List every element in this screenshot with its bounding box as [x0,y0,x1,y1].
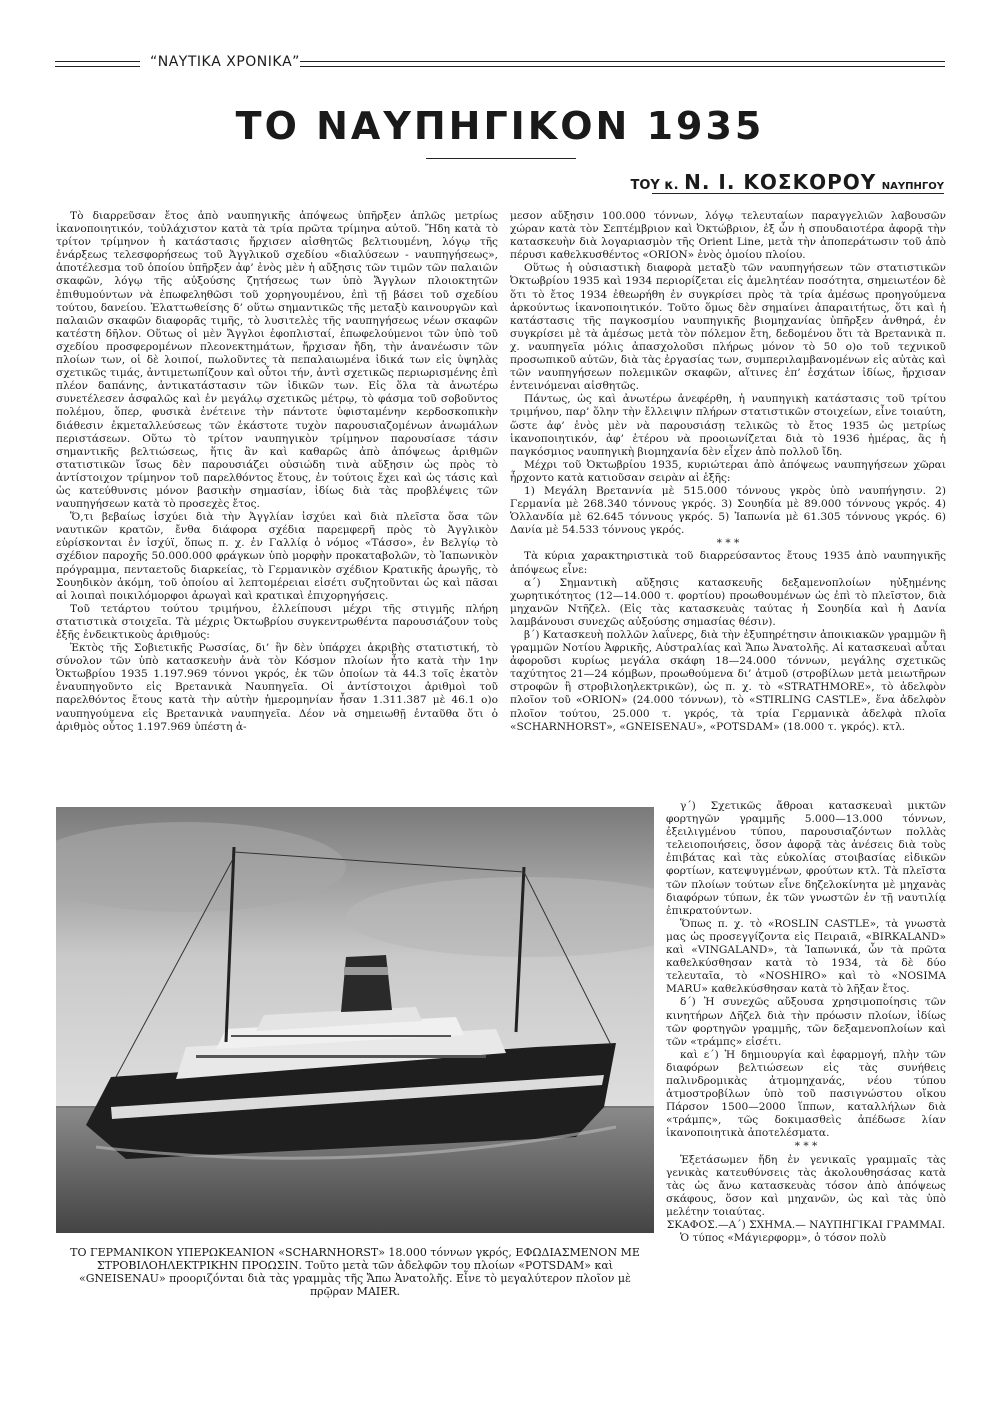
paragraph: γ΄) Σχετικῶς ἄθροαι κατασκευαὶ μικτῶν φορτηγῶν γραμμῆς 5.000—13.000 τόννων, ἐξειλιγμένου τύπου, παρουσιαζόντων πολλὰς τελειοποιήσεις, ὅσον ἀφορᾷ τὰς ἀνέσεις διὰ τοὺς ἐπιβάτας καὶ τὰς εὐκολίας στοιβασίας εἰδικῶν φορτίων, κατεψυγμένων, φρούτων κτλ. Τὰ πλεῖστα τῶν πλοίων τούτων εἶνε δηζελοκίνητα μὲ μηχανὰς διαφόρων τύπων, ἐκ τῶν γνωστῶν ἐν τῇ ναυτιλίᾳ ἐπικρατούντων. [666,800,946,917]
paragraph: β΄) Κατασκευὴ πολλῶν λαΐνερς, διὰ τὴν ἐξυπηρέτησιν ἀποικιακῶν γραμμῶν ἢ γραμμῶν Νοτίου Ἀφρικῆς, Αὐστραλίας καὶ Ἄπω Ἀνατολῆς. Αἱ κατασκευαὶ αὗται ἀφοροῦσι κυρίως μεγάλα σκάφη 18—24.000 τόννων, μεγάλης σχετικῶς ταχύτητος 21—24 κόμβων, προωθούμενα δι’ ἀτμοῦ (στροβίλων μετὰ μειωτῆρων στροφῶν ἢ στροβιλοηλεκτρικῶν), ὡς π. χ. τὸ «STRATHMORE», τὸ ἀδελφὸν πλοῖον τοῦ «ORION» (24.000 τόννων), τὸ «STIRLING CASTLE», ἕνα ἀδελφὸν πλοῖον τούτου, 25.000 τ. γκρός, τὰ τρία Γερμανικὰ ἀδελφὰ πλοῖα «SCHARNHORST», «GNEISENAU», «POTSDAM» (18.000 τ. γκρός). κτλ. [510,629,946,733]
ship-illustration [56,807,654,1233]
paragraph: Μέχρι τοῦ Ὀκτωβρίου 1935, κυριώτεραι ἀπὸ ἀπόψεως ναυπηγήσεων χῶραι ἦρχοντο κατὰ κατιοῦσαν σειρὰν αἱ ἑξῆς: [510,458,946,484]
country-list: 1) Μεγάλη Βρεταννία μὲ 515.000 τόννους γκρὸς ὑπὸ ναυπήγησιν. 2) Γερμανία μὲ 268.340 τόννους γκρός. 3) Σουηδία μὲ 89.000 τόννους γκρός. 4) Ὁλλανδία μὲ 62.645 τόννους γκρός. 5) Ἰαπωνία μὲ 61.305 τόννους γκρός. 6) Δανία μὲ 54.533 τόννους γκρός. [510,484,946,537]
byline-prefix: ΤΟΥ κ. [630,178,679,193]
journal-name: “ΝΑΥΤΙΚΑ ΧΡΟΝΙΚΑ” [150,54,300,70]
photo-caption: ΤΟ ΓΕΡΜΑΝΙΚΟΝ ΥΠΕΡΩΚΕΑΝΙΟΝ «SCHARNHORST» 18.000 τόννων γκρός, ΕΦΩΔΙΑΣΜΕΝΟΝ ΜΕ ΣΤΡΟΒΙΛΟΗΛΕΚΤΡΙΚΗΝ ΠΡΟΩΣΙΝ. Τοῦτο μετὰ τῶν ἀδελφῶν του πλοίων «POTSDAM» καὶ «GNEISENAU» προοριζόνται διὰ τὰς γραμμὰς τῆς Ἄπω Ἀνατολῆς. Εἶνε τὸ μεγαλύτερον πλοῖον μὲ πρῷραν MAIER. [70,1246,640,1298]
byline-rule [652,193,944,194]
paragraph: Ὅπως π. χ. τὸ «ROSLIN CASTLE», τὰ γνωστὰ μας ὡς προσεγγίζοντα εἰς Πειραιᾶ, «BIRKALAND» καὶ «VINGALAND», τὰ Ἰαπωνικά, ὧν τὰ πρῶτα καθελκύσθησαν κατὰ τὸ 1934, τὰ δὲ δύο τελευταῖα, τὸ «NOSHIRO» καὶ τὸ «NOSIMA MARU» καθελκύσθησαν κατὰ τὸ λῆξαν ἔτος. [666,917,946,996]
paragraph: Ὁ τύπος «Μάγιερφορμ», ὁ τόσον πολὺ [680,1232,887,1245]
paragraph: δ΄) Ἡ συνεχῶς αὔξουσα χρησιμοποίησις τῶν κινητήρων Δῆζελ διὰ τὴν πρόωσιν πλοίων, ἰδίως τῶν φορτηγῶν γραμμῆς, τῶν δεξαμενοπλοίων καὶ τῶν «τράμπς» εἰσέτι. [666,996,946,1048]
byline-title: ΝΑΥΠΗΓΟΥ [881,181,944,192]
paragraph: Πάντως, ὡς καὶ ἀνωτέρω ἀνεφέρθη, ἡ ναυπηγικὴ κατάστασις τοῦ τρίτου τριμήνου, παρ’ ὅλην τὴν ἔλλειψιν πλήρων στατιστικῶν στοιχείων, εἶνε τοιαύτη, ὥστε ἀφ’ ἑνὸς μὲν νὰ παρουσιάσῃ τελικῶς τὸ ἔτος 1935 ὡς μετρίως ἱκανοποιητικόν, ἀφ’ ἑτέρου νὰ προοιωνίζεται διὰ τὸ 1936 ἡμέρας, ἃς ἡ παγκόσμιος ναυπηγικὴ βιομηχανία δὲν εἶχεν ἀπὸ πολλοῦ ἴδη. [510,393,946,458]
paragraph: Ἐξετάσωμεν ἤδη ἐν γενικαῖς γραμμαῖς τὰς γενικὰς κατευθύνσεις τὰς ἀκολουθησάσας κατὰ τὰς ὡς ἄνω κατασκευὰς τόσον ἀπὸ ἀπόψεως σκάφους, ὅσον καὶ μηχανῶν, ὡς καὶ τὰς ὑπὸ μελέτην τοιαύτας. [666,1153,946,1218]
paragraph: Τοῦ τετάρτου τούτου τριμήνου, ἐλλείπουσι μέχρι τῆς στιγμῆς πλήρη στατιστικὰ στοιχεῖα. Τὰ μέχρις Ὀκτωβρίου συγκεντρωθέντα παρουσιάζουν τοὺς ἑξῆς ἐνδεικτικοὺς ἀριθμούς: [56,602,498,641]
paragraph: Οὕτως ἡ οὐσιαστικὴ διαφορὰ μεταξὺ τῶν ναυπηγήσεων τῶν στατιστικῶν Ὀκτωβρίου 1935 καὶ 1934 περιορίζεται εἰς ἀμελητέαν ποσότητα, σημειωτέον δὲ ὅτι τὸ ἔτος 1934 ἐθεωρήθη ἐν συγκρίσει πρὸς τὰ τρία ἀμέσως προηγούμενα ἀρκούντως ἱκανοποιητικόν. Τοῦτο ὅμως δὲν σημαίνει ἀπαραιτήτως, ὅτι καὶ ἡ κατάστασις τῆς παγκοσμίου ναυπηγικῆς βιομηχανίας ὑπῆρξεν ἀνθηρά, ἐν συγκρίσει μὲ τὰ ἀμέσως μετὰ τὸν πόλεμον ἔτη, δεδομένου ὅτι τὰ Βρετανικὰ π. χ. ναυπηγεῖα μόλις ἀπασχολοῦσι πλήρως μόνον τὸ 50 ο)ο τοῦ τεχνικοῦ προσωπικοῦ αὐτῶν, διὰ τὰς ἐργασίας των, συμπεριλαμβανομένων εἰς αὐτὰς καὶ τῶν ναυπηγήσεων πολεμικῶν σκαφῶν, αἵτινες ἐπ’ ἐσχάτων ἰδίως, ἤρχισαν ἐντεινόμεναι αἰσθητῶς. [510,262,946,393]
journal-header [55,56,945,70]
ocean-liner-photo [56,807,654,1233]
right-column-bottom [666,800,946,1245]
byline-author: Ν. Ι. ΚΟΣΚΟΡΟΥ [684,170,877,194]
paragraph: Ὅ,τι βεβαίως ἰσχύει διὰ τὴν Ἀγγλίαν ἰσχύει καὶ διὰ πλεῖστα ὅσα τῶν ναυτικῶν κρατῶν, ἔνθα διάφορα σχέδια παρεμφερῆ πρὸς τὸ Ἀγγλικὸν εὑρίσκονται ἐν ἰσχύϊ, ὅπως π. χ. ἐν Γαλλίᾳ ὁ νόμος «Τάσσο», ἐν Βελγίῳ τὸ σχέδιον παροχῆς 50.000.000 φράγκων ὑπὸ μορφὴν προκαταβολῶν, τὸ Ἰαπωνικὸν πρόγραμμα, πενταετοῦς διαρκείας, τὸ Γερμανικὸν σχέδιον Κρατικῆς ἀρωγῆς, τὸ Σουηδικὸν ἀκόμη, τοῦ ὁποίου αἱ λεπτομέρειαι εἰσέτι συζητοῦνται ὡς καὶ πᾶσαι αἱ λοιπαὶ ποικιλόμορφοι ἀρωγαὶ καὶ κρατικαὶ ἐπιχορηγήσεις. [56,511,498,602]
article-title: ΤΟ ΝΑΥΠΗΓΙΚΟΝ 1935 [235,104,765,148]
paragraph: Τὸ διαρρεῦσαν ἔτος ἀπὸ ναυπηγικῆς ἀπόψεως ὑπῆρξεν ἁπλῶς μετρίως ἱκανοποιητικόν, τοὐλάχιστον κατὰ τὰ τρία πρῶτα τρίμηνα αὐτοῦ. Ἤδη κατὰ τὸ τρίτον τρίμηνον ἡ κατάστασις ἤρχισεν αἰσθητῶς βελτιουμένη, λόγῳ τῆς ἐνάρξεως τελεσφορήσεως τοῦ Ἀγγλικοῦ σχεδίου «διαλύσεων - ναυπηγήσεως», ἀποτέλεσμα τοῦ ὁποίου ὑπῆρξεν ἀφ’ ἑνὸς μὲν ἡ αὔξησις τῶν τιμῶν τῶν παλαιῶν σκαφῶν, λόγῳ τῆς αὐξούσης ζητήσεως των ὑπὸ Ἄγγλων πλοιοκτητῶν ἐπιθυμούντων νὰ ἐπωφεληθῶσι τοῦ χορηγουμένου, ἐπὶ τῇ βάσει τοῦ σχεδίου τούτου, δανείου. Ἐλαττωθείσης δ’ οὕτω σημαντικῶς τῆς μεταξὺ καινουργῶν καὶ παλαιῶν σκαφῶν διαφορᾶς τιμῆς, τὸ λυσιτελὲς τῆς ναυπηγήσεως νέων σκαφῶν κατέστη δῆλον. Οὕτως οἱ μὲν Ἄγγλοι ἐφοπλισταί, ἐπωφελούμενοι τῶν ὑπὸ τοῦ σχεδίου προσφερομένων πλεονεκτημάτων, ἤρχισαν ἤδη, τὴν ἀνανέωσιν τῶν πλοίων των, οἱ δὲ λοιποί, πωλοῦντες τὰ πεπαλαιωμένα ἰδικά των εἰς ὑψηλὰς σχετικῶς τιμάς, ἀντιμετωπίζουν καὶ οὗτοι τήν, ἀντὶ σχετικῶς περιωρισμένης ἐπὶ πλέον δαπάνης, ἀντικατάστασιν τῶν ἰδικῶν των. Εἰς ὅλα τὰ ἀνωτέρω συνετέλεσεν ἀσφαλῶς καὶ ἐν μεγάλῳ σχετικῶς μέτρῳ, τὸ φάσμα τοῦ σοβοῦντος πολέμου, ὅπερ, φυσικὰ ἐνέτεινε τὴν πάντοτε ὑφισταμένην κερδοσκοπικὴν διάθεσιν ἐκμεταλλεύσεως τῶν ἑκάστοτε τυχὸν παρουσιαζομένων ἀνωμάλων περιστάσεων. Οὕτω τὸ τρίτον ναυπηγικὸν τρίμηνον παρουσίασε τάσιν σημαντικῆς βελτιώσεως, ἥτις ἂν καὶ καθαρῶς ἀπὸ ἀπόψεως ἀριθμῶν στατιστικῶν ἴσως δὲν παρουσιάζει οὐσιώδη τινὰ αὔξησιν ὡς πρὸς τὸ ἀντίστοιχον τρίμηνον τοῦ παρελθόντος ἔτους, ἐν τούτοις ἔχει καὶ ὡς τάσις καὶ ὡς κατεύθυνσις μόνον βασικὴν σημασίαν, ἰδίως διὰ τὰς προβλέψεις τῶν ναυπηγήσεων κατὰ τὸ προσεχὲς ἔτος. [56,210,498,511]
paragraph: καὶ ε΄) Ἡ δημιουργία καὶ ἐφαρμογή, πλὴν τῶν διαφόρων βελτιώσεων εἰς τὰς συνήθεις παλινδρομικὰς ἀτμομηχανάς, νέου τύπου ἀτμοστροβίλων ὑπὸ τοῦ πασιγνώστου οἴκου Πάρσον 1500—2000 ἵππων, καταλλήλων διὰ «τράμπς», τῶς δοκιμασθεὶς ἀπέδωσε λίαν ἱκανοποιητικὰ ἀποτελέσματα. [666,1048,946,1140]
byline [630,170,944,194]
section-heading: ΣΚΑΦΟΣ.—Α΄) ΣΧΗΜΑ.— ΝΑΥΠΗΓΙΚΑΙ ΓΡΑΜΜΑΙ. [666,1219,946,1231]
left-column [56,210,498,734]
paragraph: α΄) Σημαντικὴ αὔξησις κατασκευῆς δεξαμενοπλοίων ηὐξημένης χωρητικότητος (12—14.000 τ. φορτίου) προωθουμένων ὡς ἐπὶ τὸ πλεῖστον, διὰ μηχανῶν Ντῆζελ. (Εἰς τὰς κατασκευὰς ταύτας ἡ Σουηδία καὶ ἡ Δανία λαμβάνουσι συνεχῶς αὐξούσης σημασίας θέσιν). [510,576,946,628]
paragraph: Τὰ κύρια χαρακτηριστικὰ τοῦ διαρρεύσαντος ἔτους 1935 ἀπὸ ναυπηγικῆς ἀπόψεως εἶνε: [510,550,946,576]
section-separator: * * * [794,1140,818,1153]
header-rule-right [300,61,945,67]
section-separator: * * * [716,537,740,550]
paragraph: Ἐκτὸς τῆς Σοβιετικῆς Ρωσσίας, δι’ ἣν δὲν ὑπάρχει ἀκριβὴς στατιστική, τὸ σύνολον τῶν ὑπὸ κατασκευὴν ἀνὰ τὸν Κόσμον πλοίων ἦτο κατὰ τὴν 1ην Ὀκτωβρίου 1935 1.197.969 τόννοι γκρός, ἐκ τῶν ὁποίων τὰ 44.3 τοῖς ἑκατὸν ἐναυπηγοῦντο εἰς Βρετανικὰ Ναυπηγεῖα. Οἱ ἀντίστοιχοι ἀριθμοὶ τοῦ παρελθόντος ἔτους κατὰ τὴν αὐτὴν ἡμερομηνίαν ἦσαν 1.311.387 μὲ 46.1 ο)ο ναυπηγούμενα εἰς Βρετανικὰ ναυπηγεῖα. Δέον νὰ σημειωθῇ ἐνταῦθα ὅτι ὁ ἀριθμὸς οὗτος 1.197.969 ὑπέστη ἀ- [56,642,498,733]
paragraph: μεσον αὔξησιν 100.000 τόννων, λόγῳ τελευταίων παραγγελιῶν λαβουσῶν χώραν κατὰ τὸν Σεπτέμβριον καὶ Ὀκτώβριον, ἐξ ὧν ἡ σπουδαιοτέρα ἀφορᾷ τὴν κατασκευὴν διὰ λογαριασμὸν τῆς Orient Line, μετὰ τὴν ἀποπεράτωσιν τοῦ ἀπὸ πέρυσι καθελκυσθέντος «ORION» ἑνὸς ὁμοίου πλοίου. [510,210,946,262]
title-rule [426,158,576,159]
right-column-top [510,210,946,734]
header-rule-left [55,61,140,67]
